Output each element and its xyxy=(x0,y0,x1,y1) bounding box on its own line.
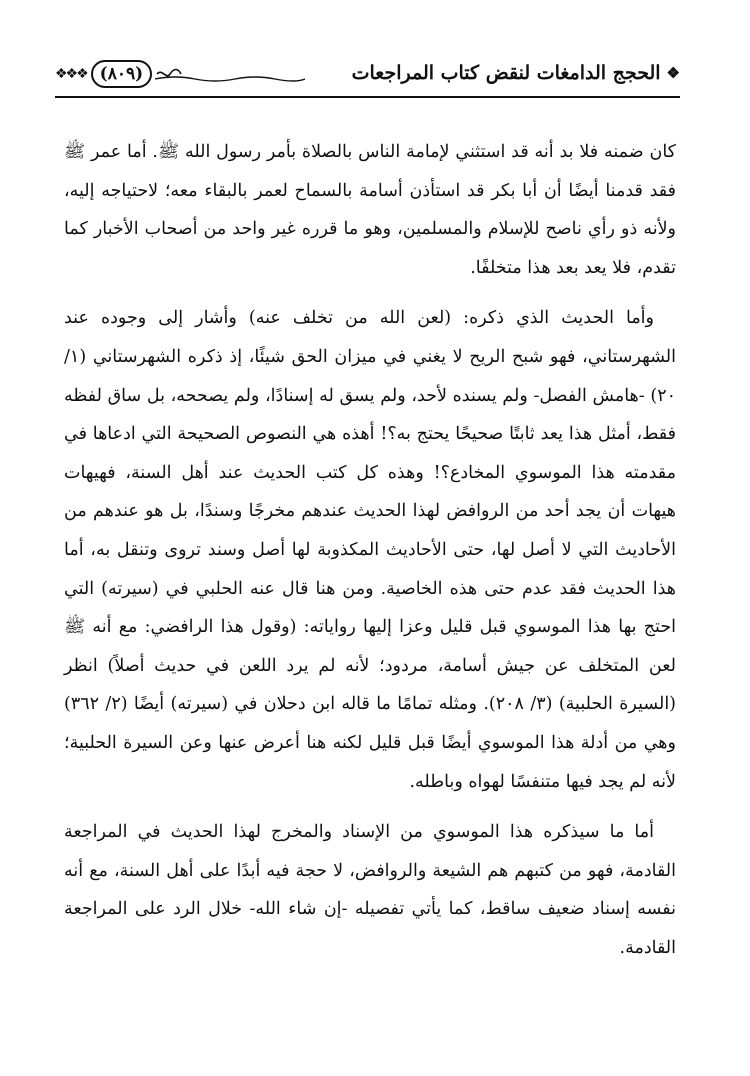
running-title xyxy=(352,62,680,84)
ornament-icon: ❖ xyxy=(666,63,680,82)
page-number: (٨٠٩) xyxy=(91,60,153,88)
running-title-text: الحجج الدامغات لنقض كتاب المراجعات xyxy=(351,62,661,84)
ornament-icon: ❖❖❖ xyxy=(55,66,87,82)
page-number-block xyxy=(55,60,182,88)
paragraph: وأما الحديث الذي ذكره: (لعن الله من تخلف عنه) وأشار إلى وجوده عند الشهرستاني، فهو شبح الريح لا يغني في ميزان الحق شيئًا، إذ ذكره الشهرستاني (١/ ٢٠) -هامش الفصل- ولم يسنده لأحد، ولم يسق له إسنادًا، ولم يصححه، بل ساق لفظه فقط، أمثل هذا يعد ثابتًا صحيحًا يحتج به؟! أهذه هي النصوص الصحيحة التي ادعاها في مقدمته هذا الموسوي المخادع؟! وهذه كل كتب الحديث عند أهل السنة، فهيهات هيهات أن يجد أحد من الروافض لهذا الحديث عندهم مخرجًا وسندًا، بل هو عندهم من الأحاديث التي لا أصل لها، حتى الأحاديث المكذوبة لها أصل وسند تروى وتنقل به، أما هذا الحديث فقد عدم حتى هذه الخاصية. ومن هنا قال عنه الحلبي في (سيرته) التي احتج بها هذا الموسوي قبل قليل وعزا إليها رواياته: (وقول هذا الرافضي: مع أنه ﷺ لعن المتخلف عن جيش أسامة، مردود؛ لأنه لم يرد اللعن في حديث أصلاً) انظر (السيرة الحلبية) (٣/ ٢٠٨). ومثله تمامًا ما قاله ابن دحلان في (سيرته) أيضًا (٢/ ٣٦٢) وهي من أدلة هذا الموسوي أيضًا قبل قليل لكنه هنا أعرض عنها وعن السيرة الحلبية؛ لأنه لم يجد فيها متنفسًا لهواه وباطله. xyxy=(64,308,677,792)
paragraph: كان ضمنه فلا بد أنه قد استثني لإمامة الناس بالصلاة بأمر رسول الله ﷺ. أما عمر ﷺ فقد قدمنا أيضًا أن أبا بكر قد استأذن أسامة بالسماح لعمر بالبقاء معه؛ لاحتياجه إليه، ولأنه ذو رأي ناصح للإسلام والمسلمين، وهو ما قرره غير واحد من أصحاب الأخبار كما تقدم، فلا يعد بعد هذا متخلفًا. xyxy=(64,142,676,278)
running-header xyxy=(55,58,680,98)
header-divider xyxy=(55,96,680,98)
flourish-icon xyxy=(156,68,182,80)
paragraph: أما ما سيذكره هذا الموسوي من الإسناد والمخرج لهذا الحديث في المراجعة القادمة، فهو من كتبهم هم الشيعة والروافض، لا حجة فيه أبدًا على أهل السنة، مع أنه نفسه إسناد ضعيف ساقط، كما يأتي تفصيله -إن شاء الله- خلال الرد على المراجعة القادمة. xyxy=(64,822,676,958)
body-text xyxy=(64,133,676,967)
